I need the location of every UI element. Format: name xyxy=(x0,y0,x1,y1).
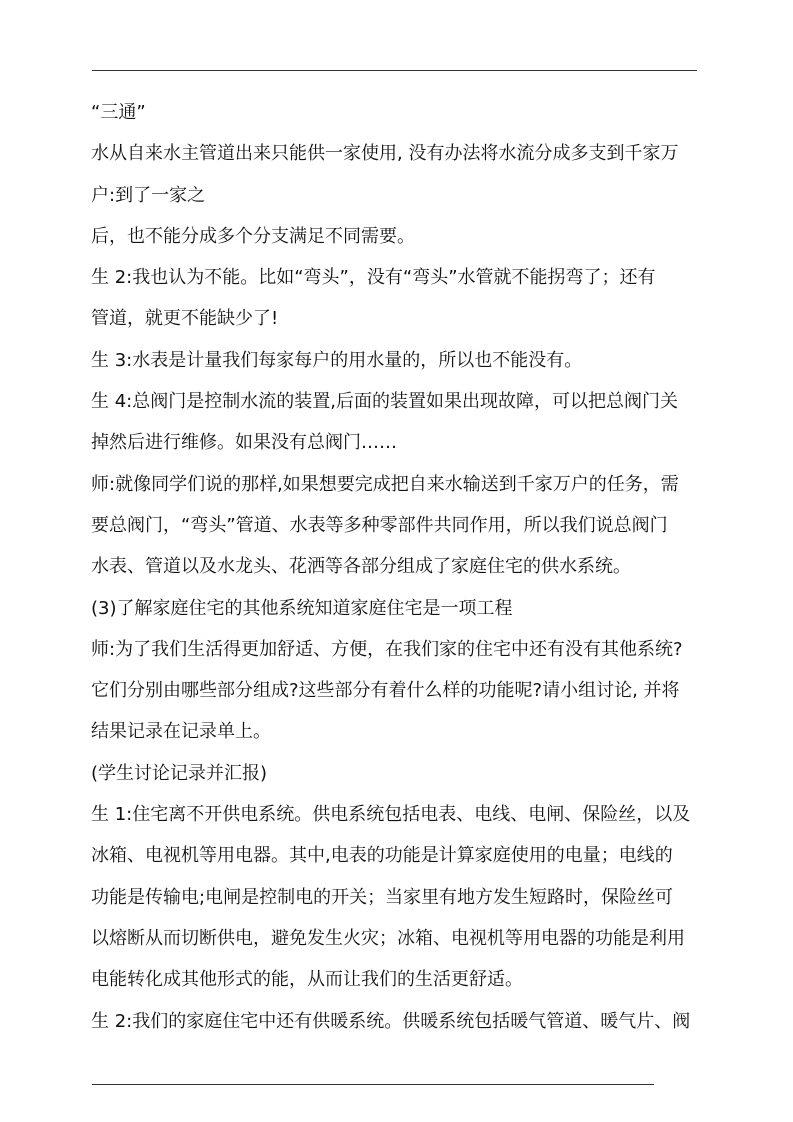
text-line: (学生讨论记录并汇报) xyxy=(91,762,268,784)
text-line: 生 4:总阀门是控制水流的装置,后面的装置如果出现故障，可以把总阀门关 xyxy=(91,391,678,413)
text-line: 生 2:我也认为不能。比如“弯头”，没有“弯头”水管就不能拐弯了；还有 xyxy=(91,267,656,289)
text-line: 生 3:水表是计量我们每家每户的用水量的，所以也不能没有。 xyxy=(91,349,583,371)
text-line: 水从自来水主管道出来只能供一家使用, 没有办法将水流分成多支到千家万 xyxy=(91,143,679,165)
text-line: “三通” xyxy=(91,102,146,123)
text-line: 管道，就更不能缺少了! xyxy=(91,308,279,330)
document-body xyxy=(91,92,705,1042)
text-line: 水表、管道以及水龙头、花洒等各部分组成了家庭住宅的供水系统。 xyxy=(91,556,631,578)
text-line: 掉然后进行维修。如果没有总阀门…… xyxy=(91,432,397,454)
text-line: 户:到了一家之 xyxy=(91,184,206,206)
footer-rule xyxy=(92,1084,654,1085)
text-line: 冰箱、电视机等用电器。其中,电表的功能是计算家庭使用的电量；电线的 xyxy=(91,845,673,867)
text-line: 以熔断从而切断供电，避免发生火灾；冰箱、电视机等用电器的功能是利用 xyxy=(91,927,685,949)
text-line: 师:就像同学们说的那样,如果想要完成把自来水输送到千家万户的任务，需 xyxy=(91,473,679,495)
text-line: 它们分别由哪些部分组成?这些部分有着什么样的功能呢?请小组讨论, 并将 xyxy=(91,680,680,702)
text-line: 师:为了我们生活得更加舒适、方便，在我们家的住宅中还有没有其他系统? xyxy=(91,638,683,660)
header-rule xyxy=(92,70,697,71)
section-heading: (3)了解家庭住宅的其他系统知道家庭住宅是一项工程 xyxy=(91,597,513,619)
text-line: 结果记录在记录单上。 xyxy=(91,721,271,743)
text-line: 电能转化成其他形式的能，从而让我们的生活更舒适。 xyxy=(91,969,523,991)
text-line: 要总阀门，“弯头”管道、水表等多种零部件共同作用，所以我们说总阀门 xyxy=(91,514,668,536)
text-line: 后，也不能分成多个分支满足不同需要。 xyxy=(91,225,415,247)
text-line: 生 1:住宅离不开供电系统。供电系统包括电表、电线、电闸、保险丝，以及 xyxy=(91,804,691,826)
text-line: 功能是传输电;电闸是控制电的开关；当家里有地方发生短路时，保险丝可 xyxy=(91,886,674,908)
text-line: 生 2:我们的家庭住宅中还有供暖系统。供暖系统包括暖气管道、暖气片、阀 xyxy=(91,1010,691,1032)
